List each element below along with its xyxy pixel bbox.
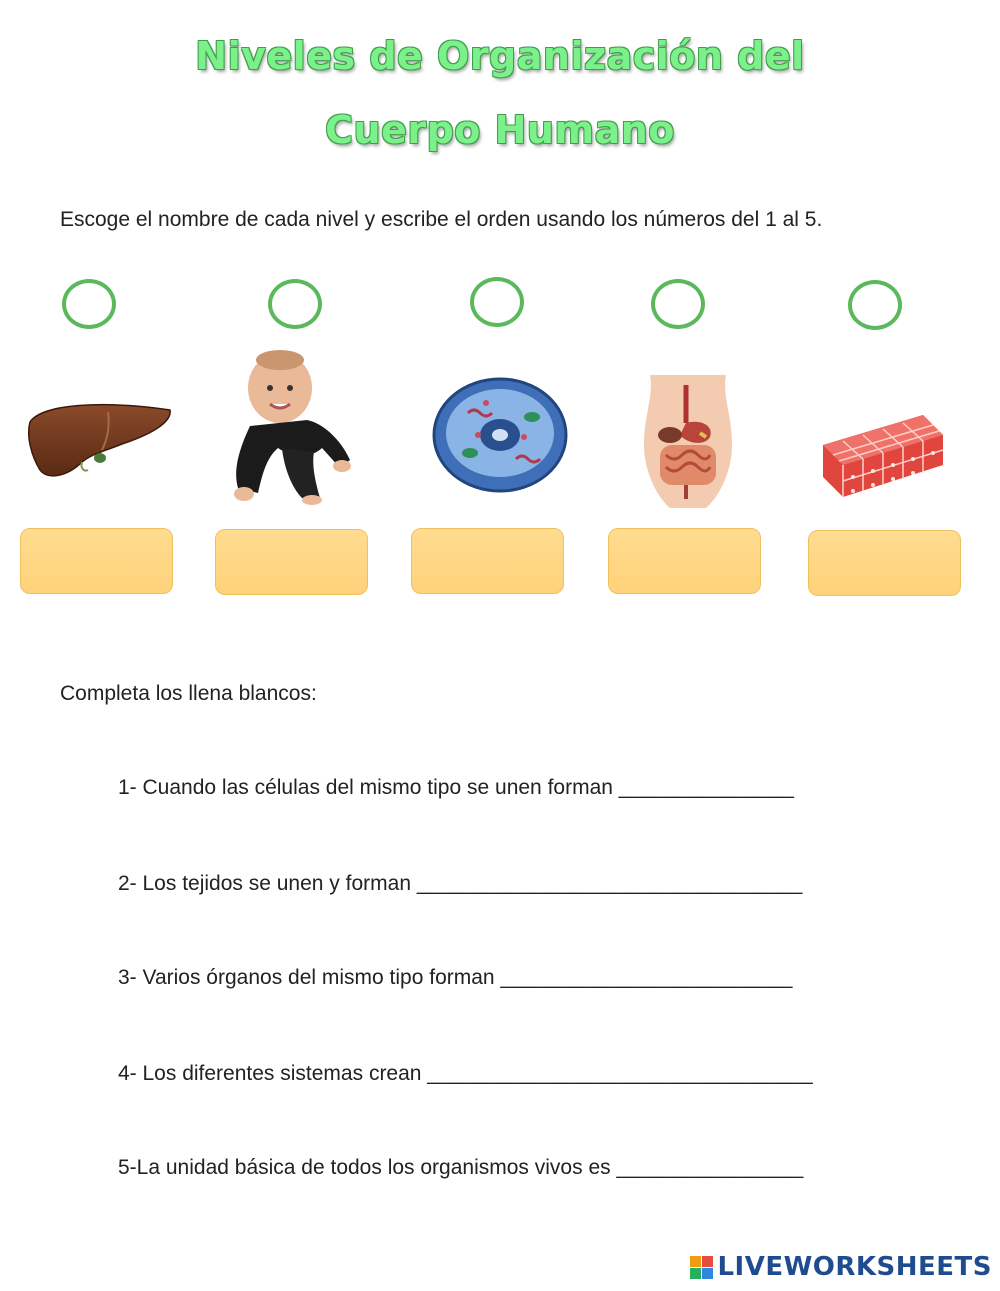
order-circle-1[interactable]	[62, 279, 116, 329]
instruction-text: Escoge el nombre de cada nivel y escribe el orden usando los números del 1 al 5.	[60, 208, 823, 231]
answer-box-2[interactable]	[215, 529, 368, 595]
logo-text: LIVEWORKSHEETS	[717, 1252, 992, 1282]
logo-icon	[690, 1256, 713, 1279]
sentence-5[interactable]: 5-La unidad básica de todos los organismos vivos es ________________	[118, 1156, 804, 1179]
tissue-image	[813, 405, 948, 505]
cell-image	[428, 375, 572, 495]
sentence-1[interactable]: 1- Cuando las células del mismo tipo se unen forman _______________	[118, 776, 794, 799]
baby-image	[222, 348, 357, 506]
order-circle-2[interactable]	[268, 279, 322, 329]
title-line-1: Niveles de Organización del	[195, 34, 805, 78]
order-circle-3[interactable]	[470, 277, 524, 327]
sentence-3[interactable]: 3- Varios órganos del mismo tipo forman _________________________	[118, 966, 793, 989]
sentence-4[interactable]: 4- Los diferentes sistemas crean _________________________________	[118, 1062, 813, 1085]
order-circle-5[interactable]	[848, 280, 902, 330]
order-circle-4[interactable]	[651, 279, 705, 329]
answer-box-3[interactable]	[411, 528, 564, 594]
answer-box-1[interactable]	[20, 528, 173, 594]
digestive-system-image	[630, 375, 746, 508]
answer-box-5[interactable]	[808, 530, 961, 596]
answer-box-4[interactable]	[608, 528, 761, 594]
title-line-2: Cuerpo Humano	[325, 108, 675, 152]
liveworksheets-logo	[690, 1252, 992, 1282]
liver-image	[22, 392, 177, 487]
sentence-2[interactable]: 2- Los tejidos se unen y forman _________________________________	[118, 872, 803, 895]
fill-in-heading: Completa los llena blancos:	[60, 682, 317, 705]
